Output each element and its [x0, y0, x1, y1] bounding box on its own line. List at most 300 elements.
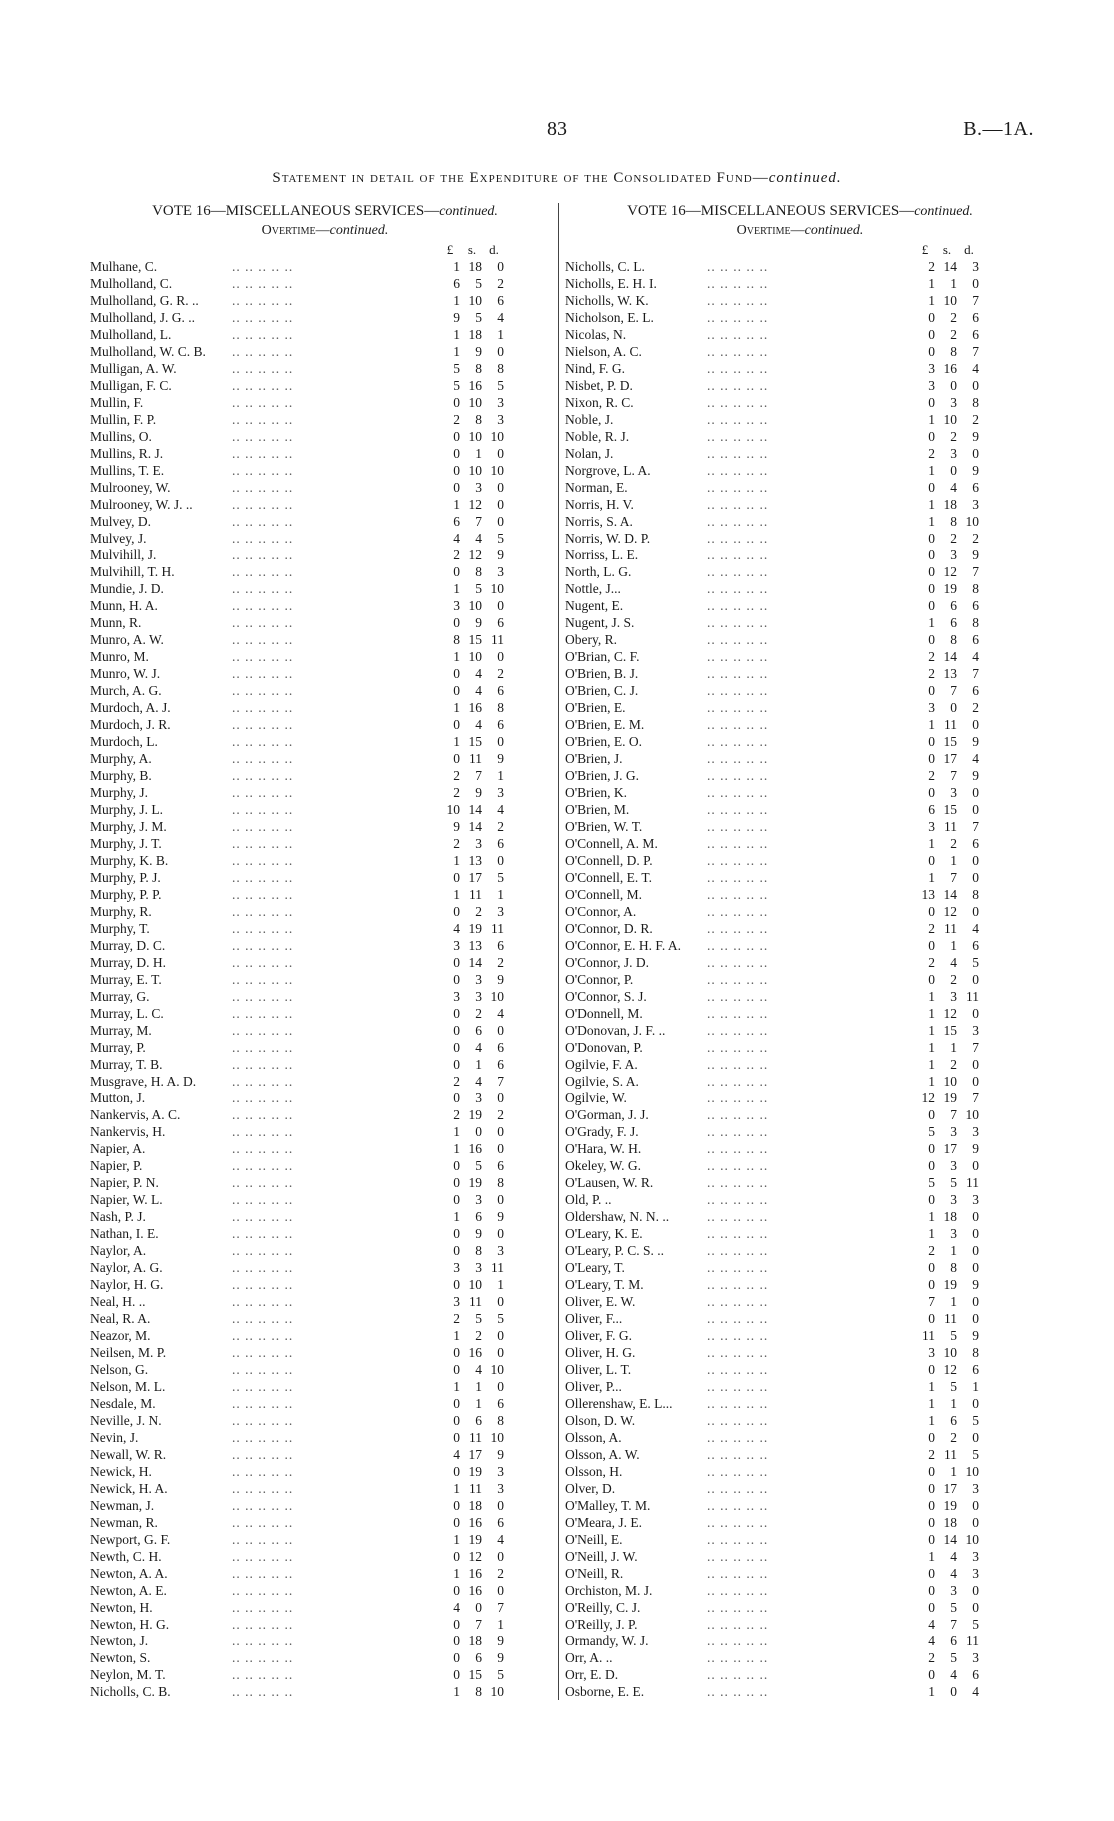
shillings-value: 10 — [468, 292, 482, 308]
leader-dots: .. .. .. .. .. — [232, 1328, 294, 1344]
entry-name: Munn, H. A. — [90, 598, 158, 614]
table-row — [90, 394, 560, 411]
entry-name: Oldershaw, N. N. .. — [565, 1209, 670, 1225]
shillings-value: 10 — [468, 394, 482, 410]
table-row — [565, 682, 1035, 699]
entry-name: Osborne, E. E. — [565, 1684, 645, 1700]
pence-value: 3 — [497, 903, 504, 919]
pounds-value: 3 — [453, 598, 460, 614]
pounds-value: 1 — [928, 1412, 935, 1428]
pounds-value: 1 — [928, 1209, 935, 1225]
entry-name: Neilsen, M. P. — [90, 1345, 167, 1360]
leader-dots: .. .. .. .. .. — [232, 496, 294, 512]
pence-value: 9 — [972, 1141, 979, 1157]
pence-value: 2 — [972, 700, 979, 716]
table-row — [565, 513, 1035, 530]
table-row — [90, 1446, 560, 1463]
table-row — [565, 1174, 1035, 1191]
shillings-value: 19 — [943, 1090, 957, 1106]
pence-value: 0 — [972, 717, 979, 733]
table-row — [565, 445, 1035, 462]
pounds-value: 1 — [453, 259, 460, 274]
pounds-value: 1 — [928, 1073, 935, 1089]
leader-dots: .. .. .. .. .. — [707, 1565, 769, 1581]
table-row — [90, 1106, 560, 1123]
leader-dots: .. .. .. .. .. — [707, 1497, 769, 1513]
pence-value: 3 — [972, 1650, 979, 1666]
table-row — [565, 1022, 1035, 1039]
pence-value: 6 — [497, 615, 504, 631]
entry-name: Newall, W. R. — [90, 1446, 167, 1462]
pence-value: 10 — [965, 1463, 979, 1479]
shillings-value: 19 — [468, 1463, 482, 1479]
leader-dots: .. .. .. .. .. — [707, 360, 769, 376]
pounds-value: 9 — [453, 818, 460, 834]
pence-value: 8 — [497, 1412, 504, 1428]
shillings-value: 19 — [943, 1497, 957, 1513]
pounds-value: 0 — [928, 326, 935, 342]
shillings-value: 2 — [950, 326, 957, 342]
pounds-value: 0 — [928, 734, 935, 750]
shillings-value: 2 — [475, 1328, 482, 1344]
leader-dots: .. .. .. .. .. — [232, 259, 294, 274]
pence-value: 0 — [972, 869, 979, 885]
entry-name: Murphy, J. M. — [90, 818, 167, 834]
leader-dots: .. .. .. .. .. — [707, 411, 769, 427]
entry-name: O'Donovan, J. F. .. — [565, 1022, 666, 1038]
pence-value: 4 — [497, 802, 504, 817]
pounds-value: 1 — [453, 343, 460, 359]
table-row — [90, 326, 560, 343]
shillings-value: 16 — [468, 700, 482, 716]
shillings-value: 15 — [943, 734, 957, 750]
shillings-value: 1 — [950, 937, 957, 953]
shillings-value: 13 — [943, 666, 957, 682]
pounds-value: 1 — [453, 292, 460, 308]
currency-header — [565, 240, 1035, 258]
entry-name: Nankervis, H. — [90, 1124, 166, 1140]
leader-dots: .. .. .. .. .. — [707, 1378, 769, 1394]
pence-value: 10 — [490, 462, 504, 478]
shillings-value: 10 — [943, 1073, 957, 1089]
pounds-value: 0 — [928, 1192, 935, 1208]
table-row — [565, 1073, 1035, 1090]
table-row — [565, 1106, 1035, 1123]
table-row — [90, 835, 560, 852]
pence-value: 5 — [972, 954, 979, 970]
shillings-value: 1 — [950, 1039, 957, 1055]
shillings-value: 16 — [468, 1345, 482, 1360]
shillings-value: 4 — [950, 1565, 957, 1581]
table-row — [565, 1276, 1035, 1293]
pence-value: 4 — [972, 649, 979, 665]
shillings-value: 14 — [468, 954, 482, 970]
leader-dots: .. .. .. .. .. — [232, 394, 294, 410]
entry-name: Nolan, J. — [565, 445, 614, 461]
shillings-value: 4 — [475, 666, 482, 682]
shillings-value: 6 — [475, 1022, 482, 1038]
table-row — [565, 699, 1035, 716]
entry-name: Naylor, H. G. — [90, 1277, 164, 1293]
entry-name: O'Meara, J. E. — [565, 1514, 643, 1530]
pence-value: 3 — [497, 1463, 504, 1479]
pence-value: 1 — [497, 1616, 504, 1632]
table-row — [565, 852, 1035, 869]
shillings-value: 11 — [469, 751, 482, 767]
leader-dots: .. .. .. .. .. — [707, 1158, 769, 1174]
table-row — [90, 343, 560, 360]
pence-value: 9 — [497, 971, 504, 987]
shillings-value: 11 — [944, 717, 957, 733]
pounds-value: 1 — [928, 717, 935, 733]
table-row — [90, 1225, 560, 1242]
pounds-value: 4 — [928, 1616, 935, 1632]
entry-name: Nelson, G. — [90, 1361, 149, 1377]
pounds-value: 4 — [453, 1446, 460, 1462]
leader-dots: .. .. .. .. .. — [707, 632, 769, 648]
entry-name: Newton, J. — [90, 1633, 149, 1649]
leader-dots: .. .. .. .. .. — [232, 1463, 294, 1479]
pence-value: 0 — [972, 1395, 979, 1411]
leader-dots: .. .. .. .. .. — [707, 292, 769, 308]
entry-name: Nankervis, A. C. — [90, 1107, 181, 1123]
pence-value: 7 — [972, 1039, 979, 1055]
pounds-value: 0 — [453, 1667, 460, 1683]
pounds-value: 1 — [453, 1684, 460, 1700]
table-row — [565, 428, 1035, 445]
pence-value: 3 — [972, 1192, 979, 1208]
entry-name: Munro, A. W. — [90, 632, 164, 648]
shillings-value: 2 — [950, 428, 957, 444]
shillings-value: 3 — [950, 1226, 957, 1242]
leader-dots: .. .. .. .. .. — [707, 717, 769, 733]
entry-name: Murphy, J. L. — [90, 802, 163, 817]
pence-value: 0 — [497, 479, 504, 495]
pence-value: 9 — [972, 1277, 979, 1293]
table-row — [90, 1208, 560, 1225]
shillings-value: 10 — [943, 411, 957, 427]
pounds-value: 1 — [928, 1378, 935, 1394]
pence-value: 0 — [497, 1022, 504, 1038]
entry-name: O'Brien, C. J. — [565, 683, 639, 699]
table-row — [90, 614, 560, 631]
leader-dots: .. .. .. .. .. — [232, 971, 294, 987]
leader-dots: .. .. .. .. .. — [707, 768, 769, 784]
leader-dots: .. .. .. .. .. — [232, 852, 294, 868]
statement-title-continued: continued. — [768, 170, 842, 186]
entry-name: Munn, R. — [90, 615, 142, 631]
shillings-value: 3 — [475, 1192, 482, 1208]
pence-value: 0 — [497, 1124, 504, 1140]
pounds-value: 0 — [453, 1616, 460, 1632]
pounds-value: 0 — [453, 1175, 460, 1191]
pounds-value: 1 — [928, 1022, 935, 1038]
pounds-value: 5 — [453, 377, 460, 393]
pounds-value: 0 — [928, 1667, 935, 1683]
pence-value: 7 — [972, 818, 979, 834]
leader-dots: .. .. .. .. .. — [232, 1548, 294, 1564]
pounds-value: 0 — [453, 1497, 460, 1513]
entry-name: Mulligan, F. C. — [90, 377, 172, 393]
leader-dots: .. .. .. .. .. — [707, 869, 769, 885]
leader-dots: .. .. .. .. .. — [232, 1514, 294, 1530]
pounds-value: 0 — [453, 1395, 460, 1411]
pounds-value: 4 — [928, 1633, 935, 1649]
pence-value: 0 — [497, 1192, 504, 1208]
pence-value: 0 — [497, 1582, 504, 1598]
table-row — [565, 1649, 1035, 1666]
shillings-value: 8 — [475, 1684, 482, 1700]
table-row — [565, 1429, 1035, 1446]
leader-dots: .. .. .. .. .. — [707, 496, 769, 512]
shillings-value: 11 — [944, 1446, 957, 1462]
leader-dots: .. .. .. .. .. — [707, 479, 769, 495]
leader-dots: .. .. .. .. .. — [707, 394, 769, 410]
shillings-value: 18 — [943, 1209, 957, 1225]
pence-value: 5 — [972, 1616, 979, 1632]
pounds-value: 2 — [928, 1243, 935, 1259]
leader-dots: .. .. .. .. .. — [707, 1480, 769, 1496]
entry-name: Ormandy, W. J. — [565, 1633, 649, 1649]
pounds-value: 0 — [928, 547, 935, 563]
pounds-value: 0 — [453, 479, 460, 495]
pence-value: 0 — [972, 1073, 979, 1089]
pence-value: 0 — [972, 1209, 979, 1225]
shillings-value: 5 — [475, 275, 482, 291]
shillings-value: 16 — [468, 1582, 482, 1598]
pence-value: 0 — [497, 496, 504, 512]
table-row — [565, 309, 1035, 326]
pence-value: 6 — [497, 1039, 504, 1055]
entry-name: O'Connor, P. — [565, 971, 634, 987]
entry-name: Mulholland, C. — [90, 275, 173, 291]
pounds-value: 0 — [453, 1548, 460, 1564]
shillings-value: 3 — [950, 1192, 957, 1208]
table-row — [90, 716, 560, 733]
pounds-value: 1 — [928, 1548, 935, 1564]
pence-value: 7 — [972, 292, 979, 308]
entry-name: Mullins, R. J. — [90, 445, 164, 461]
shillings-value: 12 — [468, 1548, 482, 1564]
entry-name: O'Brien, E. M. — [565, 717, 645, 733]
table-row — [565, 326, 1035, 343]
shillings-value: 11 — [469, 1480, 482, 1496]
table-row — [90, 275, 560, 292]
pounds-value: 0 — [928, 598, 935, 614]
shillings-value: 8 — [475, 564, 482, 580]
pounds-value: 1 — [928, 988, 935, 1004]
shillings-value: 7 — [475, 768, 482, 784]
leader-dots: .. .. .. .. .. — [707, 903, 769, 919]
leader-dots: .. .. .. .. .. — [707, 818, 769, 834]
shillings-value: 18 — [943, 1514, 957, 1530]
entry-name: Nottle, J... — [565, 581, 621, 597]
pence-value: 11 — [491, 920, 504, 936]
pounds-value: 0 — [453, 1226, 460, 1242]
pence-value: 3 — [972, 1022, 979, 1038]
shillings-value: 4 — [475, 1073, 482, 1089]
shillings-value: 13 — [468, 852, 482, 868]
leader-dots: .. .. .. .. .. — [232, 700, 294, 716]
shillings-value: 9 — [475, 785, 482, 801]
table-row — [565, 1056, 1035, 1073]
entry-name: Mulvihill, T. H. — [90, 564, 175, 580]
table-row — [565, 292, 1035, 309]
leader-dots: .. .. .. .. .. — [707, 1090, 769, 1106]
leader-dots: .. .. .. .. .. — [232, 445, 294, 461]
table-row — [565, 343, 1035, 360]
pence-value: 4 — [972, 751, 979, 767]
entry-name: Neal, H. .. — [90, 1294, 146, 1310]
entry-name: Ollerenshaw, E. L... — [565, 1395, 673, 1411]
table-row — [565, 1039, 1035, 1056]
pounds-value: 2 — [928, 1446, 935, 1462]
shillings-value: 6 — [475, 1650, 482, 1666]
pounds-value: 0 — [453, 564, 460, 580]
pence-value: 5 — [497, 869, 504, 885]
table-row — [565, 903, 1035, 920]
shillings-value: 3 — [475, 988, 482, 1004]
table-row — [565, 937, 1035, 954]
leader-dots: .. .. .. .. .. — [707, 852, 769, 868]
shillings-value: 1 — [475, 1378, 482, 1394]
table-row — [90, 292, 560, 309]
shillings-value: 2 — [475, 1005, 482, 1021]
shillings-value: 9 — [475, 343, 482, 359]
table-row — [90, 937, 560, 954]
pence-value: 0 — [497, 734, 504, 750]
pence-value: 0 — [972, 1514, 979, 1530]
pounds-value: 0 — [453, 428, 460, 444]
table-row — [90, 1599, 560, 1616]
table-row — [90, 1242, 560, 1259]
table-row — [565, 1089, 1035, 1106]
leader-dots: .. .. .. .. .. — [232, 581, 294, 597]
leader-dots: .. .. .. .. .. — [232, 292, 294, 308]
pounds-value: 1 — [928, 275, 935, 291]
shillings-value: 2 — [950, 1429, 957, 1445]
pence-value: 0 — [497, 343, 504, 359]
entry-name: Norgrove, L. A. — [565, 462, 651, 478]
leader-dots: .. .. .. .. .. — [707, 530, 769, 546]
table-row — [565, 818, 1035, 835]
shillings-value: 14 — [943, 886, 957, 902]
pounds-value: 0 — [453, 1650, 460, 1666]
shillings-value: 3 — [950, 988, 957, 1004]
pounds-value: 4 — [453, 530, 460, 546]
vote-heading — [565, 200, 1035, 222]
shillings-value: 6 — [950, 615, 957, 631]
shillings-value: 6 — [950, 1412, 957, 1428]
pence-value: 10 — [490, 1429, 504, 1445]
table-row — [565, 869, 1035, 886]
table-row — [565, 1123, 1035, 1140]
pence-value: 10 — [490, 581, 504, 597]
leader-dots: .. .. .. .. .. — [707, 971, 769, 987]
pence-value: 0 — [972, 903, 979, 919]
entry-name: O'Gorman, J. J. — [565, 1107, 649, 1123]
entry-name: Norman, E. — [565, 479, 628, 495]
table-row — [90, 580, 560, 597]
entry-name: Newman, R. — [90, 1514, 158, 1530]
leader-dots: .. .. .. .. .. — [707, 1039, 769, 1055]
leader-dots: .. .. .. .. .. — [707, 1633, 769, 1649]
shillings-value: 1 — [950, 852, 957, 868]
pence-value: 0 — [497, 852, 504, 868]
table-row — [565, 1446, 1035, 1463]
pence-value: 11 — [966, 1633, 979, 1649]
pence-value: 11 — [966, 988, 979, 1004]
pence-value: 6 — [497, 1158, 504, 1174]
entry-name: Mulholland, J. G. .. — [90, 309, 196, 325]
shillings-value: 16 — [468, 1514, 482, 1530]
leader-dots: .. .. .. .. .. — [707, 1429, 769, 1445]
leader-dots: .. .. .. .. .. — [707, 1260, 769, 1276]
leader-dots: .. .. .. .. .. — [232, 649, 294, 665]
table-row — [565, 597, 1035, 614]
shillings-value: 4 — [475, 717, 482, 733]
shillings-value: 4 — [950, 479, 957, 495]
pounds-value: 1 — [453, 1531, 460, 1547]
pence-value: 9 — [972, 428, 979, 444]
entry-name: O'Leary, T. M. — [565, 1277, 644, 1293]
right-column — [565, 200, 1035, 1700]
pounds-value: 4 — [453, 920, 460, 936]
leader-dots: .. .. .. .. .. — [707, 1175, 769, 1191]
entry-name: Mulholland, L. — [90, 326, 172, 342]
table-row — [565, 614, 1035, 631]
leader-dots: .. .. .. .. .. — [232, 954, 294, 970]
leader-dots: .. .. .. .. .. — [232, 1395, 294, 1411]
pounds-value: 0 — [453, 751, 460, 767]
table-row — [565, 1225, 1035, 1242]
shillings-value: 15 — [943, 802, 957, 817]
entry-name: Mulholland, W. C. B. — [90, 343, 206, 359]
entry-name: Mulvey, D. — [90, 513, 151, 529]
leader-dots: .. .. .. .. .. — [232, 1022, 294, 1038]
table-row — [565, 1378, 1035, 1395]
pence-value: 11 — [966, 1175, 979, 1191]
entry-name: Napier, W. L. — [90, 1192, 163, 1208]
table-row — [565, 971, 1035, 988]
entry-name: Napier, P. — [90, 1158, 143, 1174]
pounds-value: 0 — [928, 1497, 935, 1513]
pence-value: 11 — [491, 632, 504, 648]
leader-dots: .. .. .. .. .. — [707, 1294, 769, 1310]
shillings-value: 15 — [468, 734, 482, 750]
shillings-value: 3 — [950, 785, 957, 801]
page-number: 83 — [547, 118, 567, 140]
pence-value: 10 — [490, 1361, 504, 1377]
pounds-value: 0 — [928, 971, 935, 987]
leader-dots: .. .. .. .. .. — [232, 1056, 294, 1072]
table-row — [565, 784, 1035, 801]
leader-dots: .. .. .. .. .. — [707, 462, 769, 478]
shillings-value: 0 — [950, 700, 957, 716]
shillings-value: 7 — [475, 513, 482, 529]
pence-value: 0 — [972, 1582, 979, 1598]
leader-dots: .. .. .. .. .. — [707, 598, 769, 614]
leader-dots: .. .. .. .. .. — [707, 1022, 769, 1038]
entry-name: Olsson, A. W. — [565, 1446, 640, 1462]
entry-name: O'Donovan, P. — [565, 1039, 643, 1055]
entry-name: O'Lausen, W. R. — [565, 1175, 654, 1191]
table-row — [565, 275, 1035, 292]
leader-dots: .. .. .. .. .. — [707, 700, 769, 716]
entry-name: Murphy, R. — [90, 903, 152, 919]
table-row — [90, 682, 560, 699]
pence-value: 0 — [497, 1345, 504, 1360]
